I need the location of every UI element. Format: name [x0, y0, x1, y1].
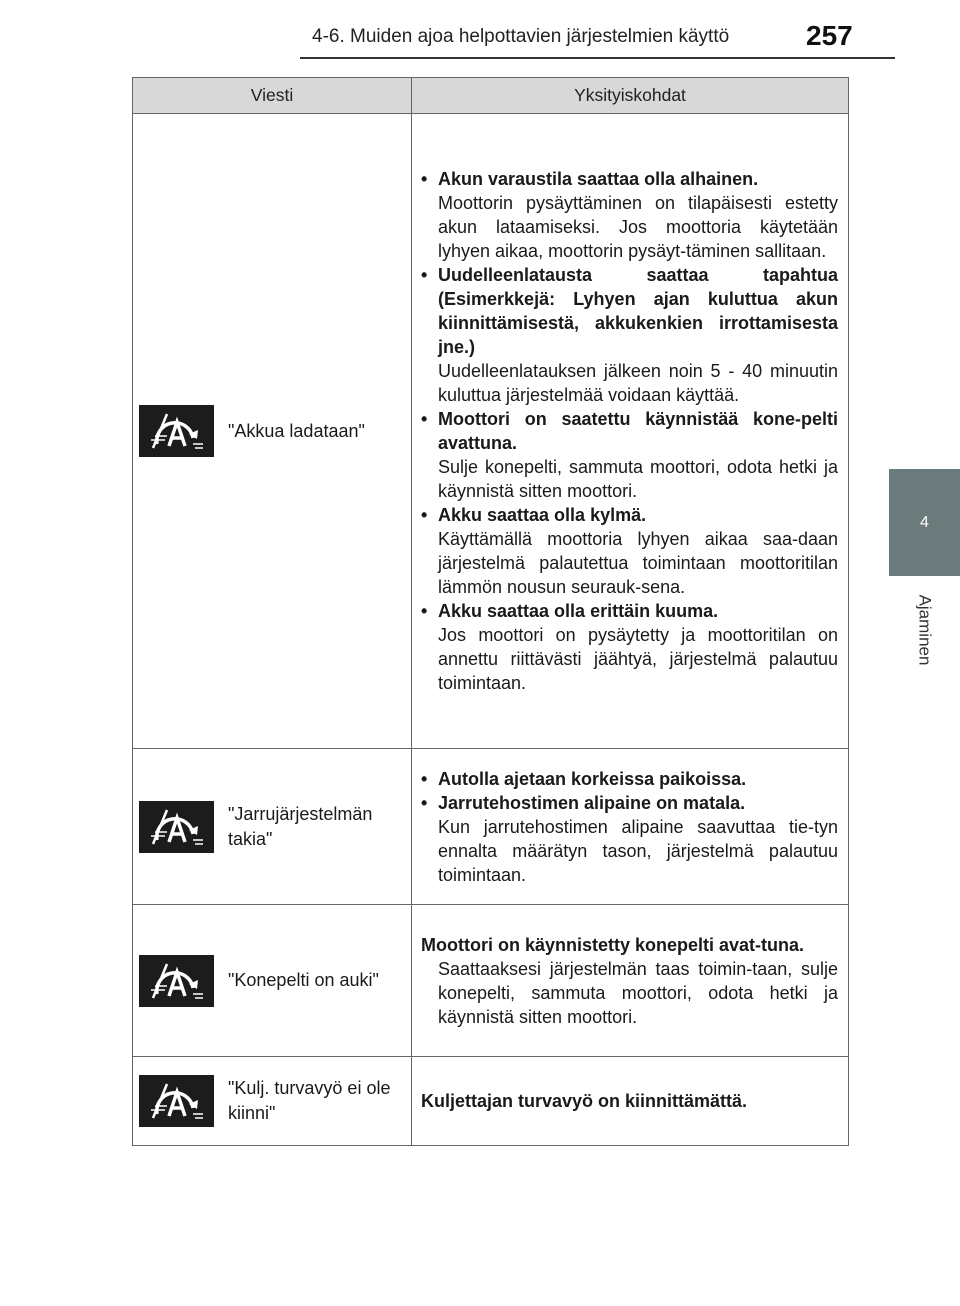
table-row: [133, 1057, 849, 1146]
message-cell: [133, 114, 412, 749]
details-cell: [412, 749, 849, 905]
column-header-message: Viesti: [133, 78, 412, 114]
message-text: "Kulj. turvavyö ei ole kiinni": [228, 1078, 391, 1123]
table-row: [133, 905, 849, 1057]
message-text: "Konepelti on auki": [228, 970, 379, 990]
table-header-row: [133, 78, 849, 114]
message-text: "Akkua ladataan": [228, 420, 365, 441]
detail-item: • Akku saattaa olla kylmä. Käyttämällä moottoria lyhyen aikaa saa-daan järjestelmä palautettua toimintaan moottoritilan lämmön nousun seurauk-sena.: [421, 505, 838, 597]
detail-item: • Akku saattaa olla erittäin kuuma. Jos moottori on pysäytetty ja moottoritilan on annettu riittävästi jäähtyä, järjestelmä palautuu toimintaan.: [421, 601, 838, 693]
details-cell: [412, 1057, 849, 1146]
detail-item: • Jarrutehostimen alipaine on matala. Kun jarrutehostimen alipaine saavuttaa tie-tyn ennalta määrätyn tason, järjestelmä palautuu toimintaan.: [421, 792, 838, 885]
detail-text: Saattaaksesi järjestelmän taas toimin-taan, sulje konepelti, sammuta moottori, odota hetki ja käynnistä sitten moottori.: [438, 958, 838, 1027]
brake-hold-warning-icon: [139, 1075, 214, 1127]
header-divider: [300, 57, 895, 59]
message-table: [132, 77, 849, 1146]
brake-hold-warning-icon: [139, 801, 214, 853]
detail-item: • Autolla ajetaan korkeissa paikoissa.: [421, 768, 747, 789]
table-row: [133, 749, 849, 905]
page-header: [0, 0, 960, 60]
table-row: [133, 114, 849, 749]
section-title: 4-6. Muiden ajoa helpottavien järjestelmien käyttö: [312, 26, 730, 47]
details-cell: [412, 905, 849, 1057]
detail-lead: Moottori on käynnistetty konepelti avat-tuna.: [421, 934, 805, 955]
message-cell: [133, 905, 412, 1057]
chapter-number: 4: [920, 513, 929, 531]
detail-item: • Moottori on saatettu käynnistää kone-pelti avattuna. Sulje konepelti, sammuta moottori, odota hetki ja käynnistä sitten moottori.: [421, 409, 838, 501]
column-header-details: Yksityiskohdat: [412, 78, 849, 114]
brake-hold-warning-icon: [139, 405, 214, 457]
detail-item: • Uudelleenlatausta saattaa tapahtua (Esimerkkejä: Lyhyen ajan kuluttua akun kiinnittämisestä, akkukenkien irrottamisesta jne.) Uudelleenlatauksen jälkeen noin 5 - 40 minuutin kuluttua järjestelmää voidaan käyttää.: [421, 265, 838, 405]
message-text: "Jarrujärjestelmän takia": [228, 803, 373, 849]
detail-item: • Akun varaustila saattaa olla alhainen. Moottorin pysäyttäminen on tilapäisesti estetty akun lataamiseksi. Jos moottoria käytetään lyhyen aikaa, moottorin pysäyt-täminen sallitaan.: [421, 169, 838, 261]
details-cell: [412, 114, 849, 749]
chapter-label: Ajaminen: [915, 594, 935, 666]
message-cell: [133, 1057, 412, 1146]
chapter-tab: [889, 469, 960, 576]
message-cell: [133, 749, 412, 905]
page-number: 257: [806, 20, 853, 51]
brake-hold-warning-icon: [139, 955, 214, 1007]
detail-lead: Kuljettajan turvavyö on kiinnittämättä.: [421, 1091, 748, 1111]
chapter-label-container: [889, 580, 960, 680]
